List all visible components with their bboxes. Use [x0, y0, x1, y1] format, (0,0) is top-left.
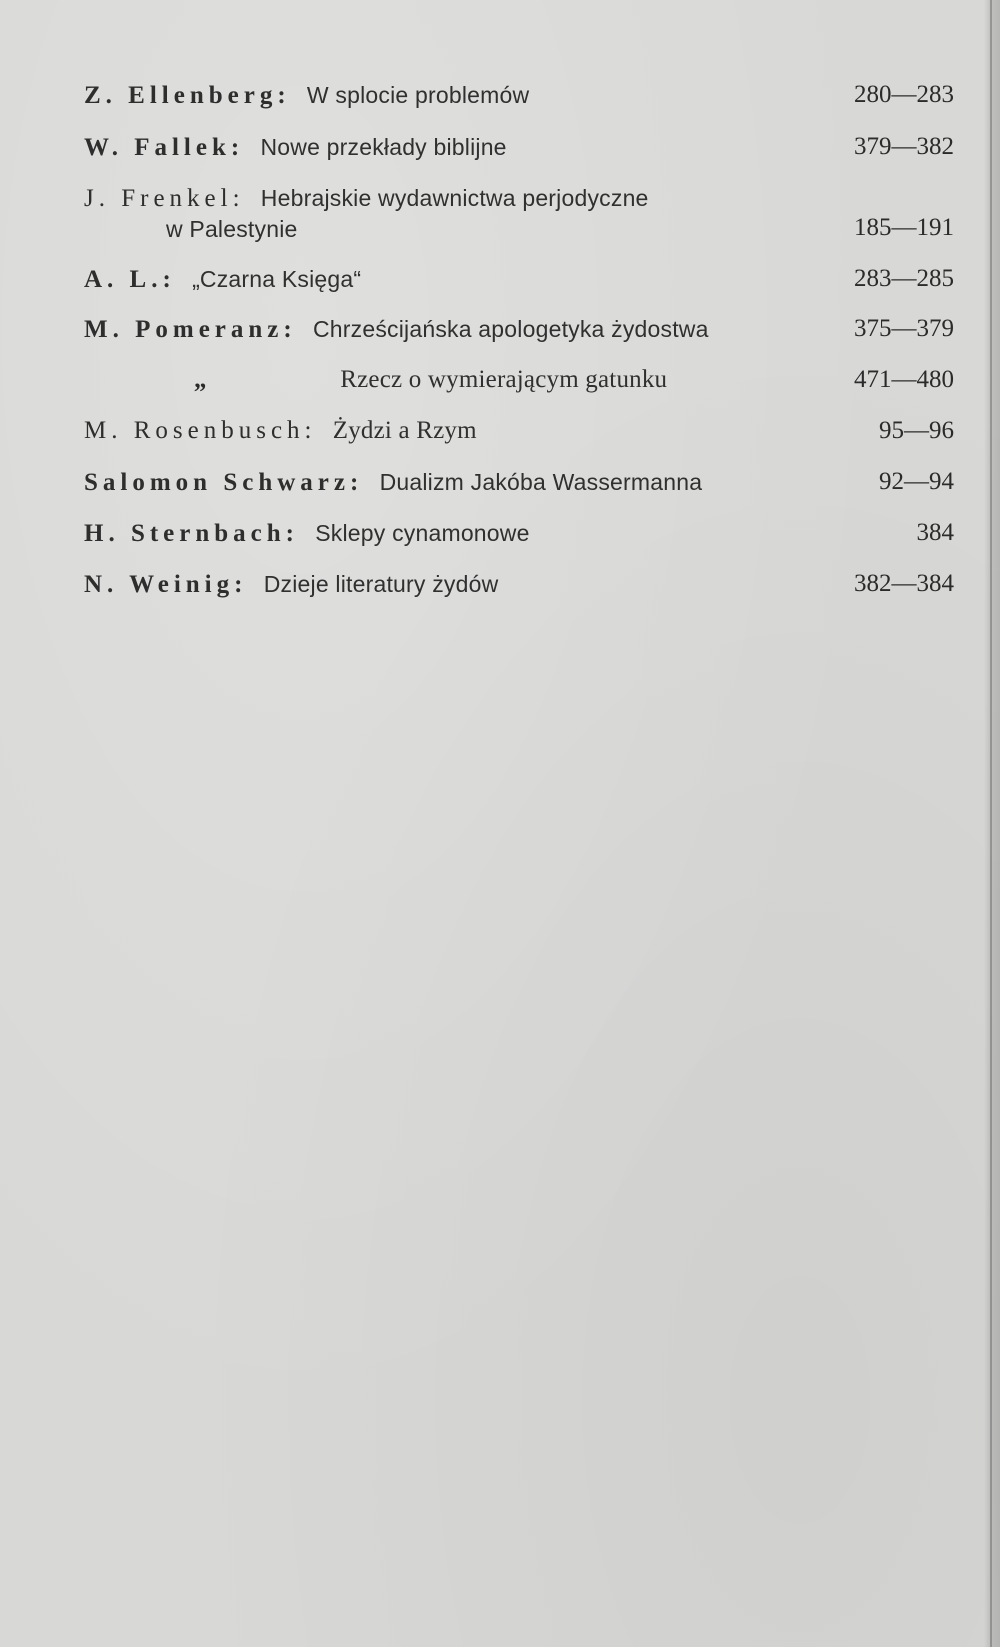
index-entry-fallek: [84, 132, 954, 163]
entry-title: Sklepy cynamonowe: [315, 520, 530, 546]
index-entry-al: [84, 264, 954, 295]
entry-author: W. Fallek:: [84, 134, 245, 161]
entry-title: Dualizm Jakóba Wassermanna: [379, 469, 703, 495]
index-entry-sternbach: [84, 518, 954, 549]
entry-title: Dzieje literatury żydów: [263, 571, 499, 597]
page-edge-line: [990, 0, 992, 1647]
entry-title: Żydzi a Rzym: [332, 417, 477, 444]
entry-pages: 283—285: [854, 265, 954, 292]
index-entry-pomeranz-2: [84, 365, 954, 395]
entry-pages: 384: [916, 519, 954, 546]
entry-pages: 95—96: [879, 417, 954, 444]
entry-title: Rzecz o wymierającym gatunku: [340, 366, 668, 393]
entry-title-line1: Hebrajskie wydawnictwa perjodyczne: [260, 185, 649, 211]
entry-pages: 185—191: [854, 214, 954, 241]
index-entry-frenkel: [84, 183, 954, 244]
entry-title: W splocie problemów: [306, 82, 530, 108]
page-edge-shadow: [984, 0, 1000, 1647]
index-entry-pomeranz: [84, 314, 954, 345]
entry-author: J. Frenkel:: [84, 185, 245, 212]
entry-title: Nowe przekłady biblijne: [260, 134, 507, 160]
entry-pages: 382—384: [854, 570, 954, 597]
entry-title: „Czarna Księga“: [192, 266, 362, 292]
entry-author: H. Sternbach:: [84, 520, 299, 547]
entry-author: A. L.:: [84, 266, 176, 293]
entry-title: Chrześcijańska apologetyka żydostwa: [312, 316, 709, 342]
entry-author: M. Pomeranz:: [84, 316, 297, 343]
entry-pages: 92—94: [879, 468, 954, 495]
index-entry-schwarz: [84, 467, 954, 498]
index-entry-ellenberg: [84, 80, 954, 111]
entry-pages: 375—379: [854, 315, 954, 342]
entry-author: N. Weinig:: [84, 571, 248, 598]
entry-pages: 471—480: [854, 366, 954, 393]
entry-author: Z. Ellenberg:: [84, 82, 291, 109]
entry-pages: 280—283: [854, 81, 954, 108]
entry-author: Salomon Schwarz:: [84, 469, 364, 496]
entry-author: M. Rosenbusch:: [84, 417, 317, 444]
index-entry-rosenbusch: [84, 416, 954, 446]
index-entry-weinig: [84, 569, 954, 600]
entry-title-line2: w Palestynie: [166, 216, 298, 242]
ditto-mark: „: [194, 366, 207, 393]
entry-pages: 379—382: [854, 133, 954, 160]
